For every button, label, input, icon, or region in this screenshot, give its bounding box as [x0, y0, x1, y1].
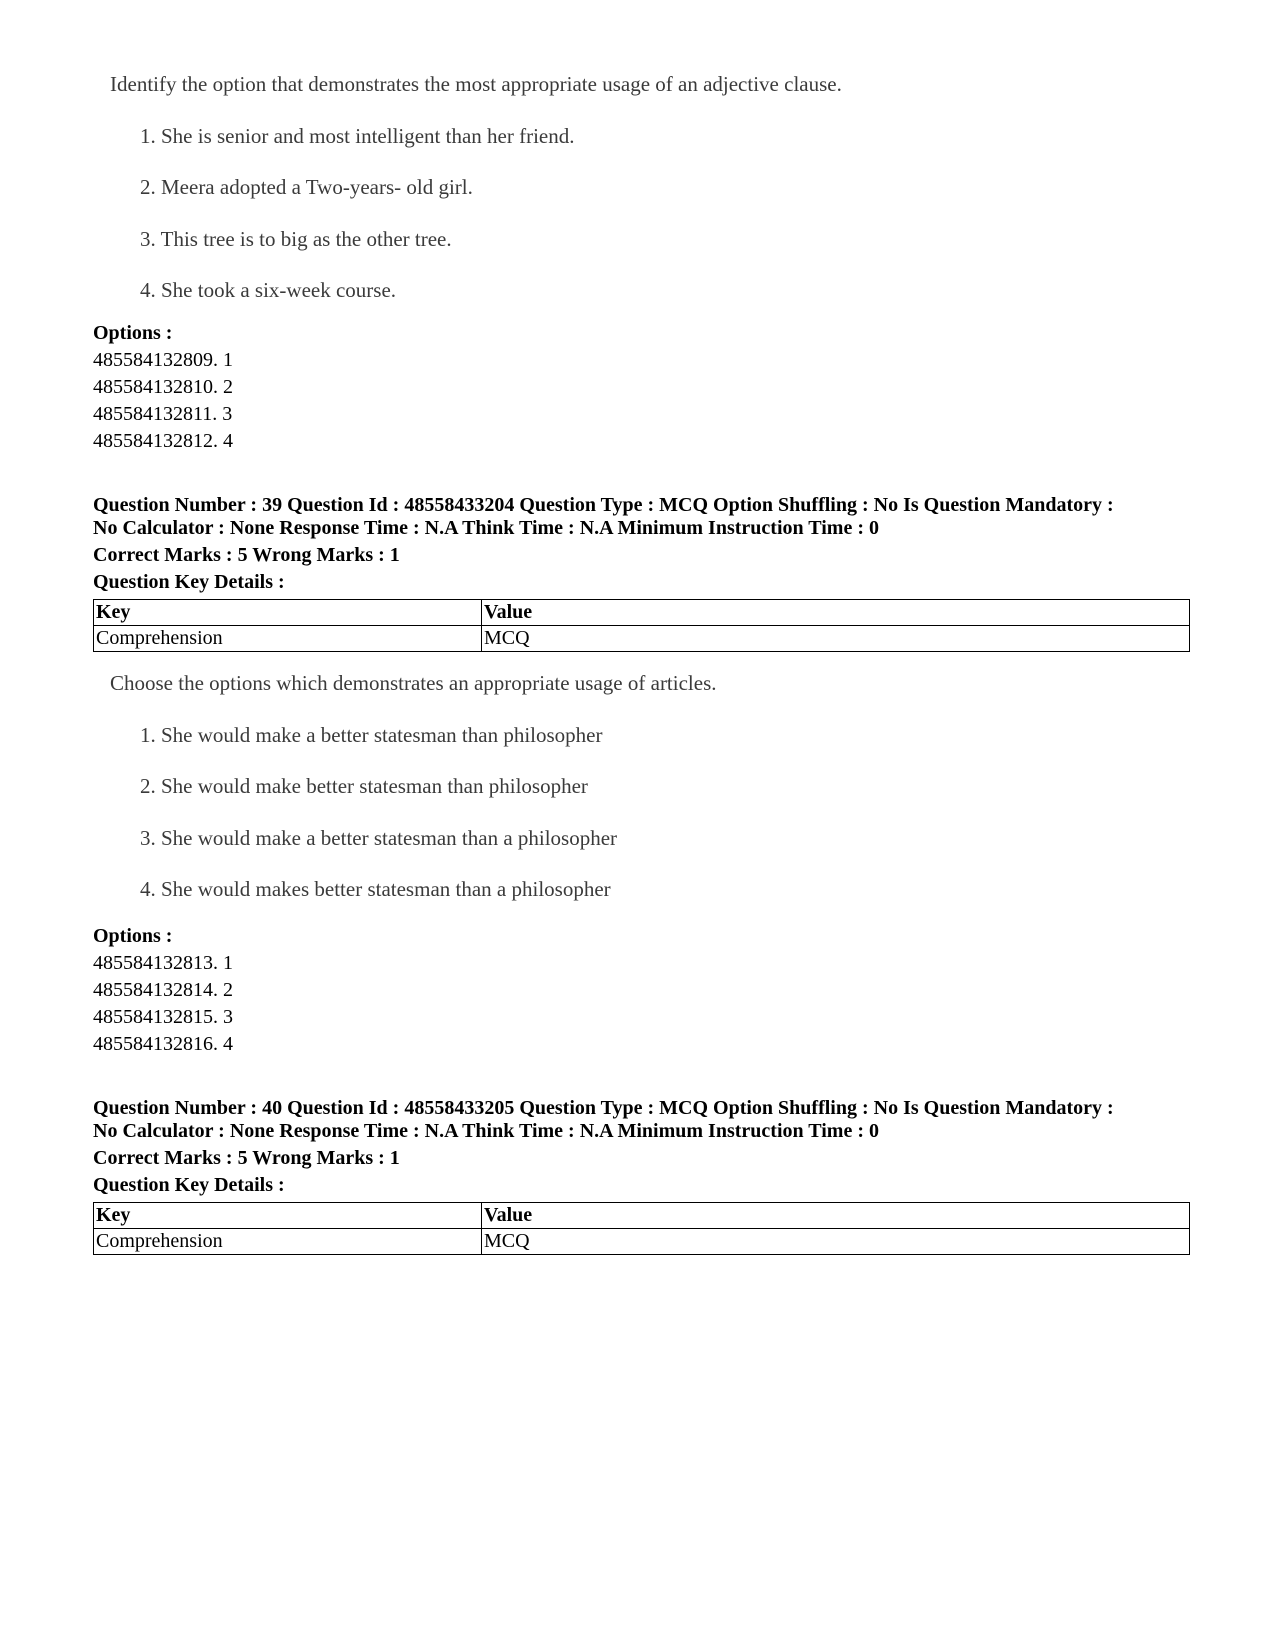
q38-choice-3: 3. This tree is to big as the other tree.	[140, 227, 452, 251]
q38-choice-4: 4. She took a six-week course.	[140, 278, 397, 302]
q39-table-header-key: Key	[94, 600, 482, 626]
q39-choice-1: 1. She would make a better statesman than philosopher	[140, 723, 603, 747]
q39-marks: Correct Marks : 5 Wrong Marks : 1	[93, 544, 400, 566]
q38-choice-2: 2. Meera adopted a Two-years- old girl.	[140, 175, 473, 199]
table-header-row	[94, 1203, 1190, 1229]
q39-option-3: 485584132815. 3	[93, 1006, 233, 1028]
q39-option-2: 485584132814. 2	[93, 979, 233, 1001]
q39-stem: Choose the options which demonstrates an appropriate usage of articles.	[110, 671, 717, 695]
q38-option-2: 485584132810. 2	[93, 376, 233, 398]
q39-options-label: Options :	[93, 925, 173, 947]
q38-choice-1: 1. She is senior and most intelligent than her friend.	[140, 124, 575, 148]
q40-meta	[93, 1097, 1203, 1143]
q40-table-key: Comprehension	[94, 1229, 482, 1255]
table-row	[94, 1229, 1190, 1255]
q38-stem: Identify the option that demonstrates the most appropriate usage of an adjective clause.	[110, 72, 842, 96]
q40-key-table	[93, 1202, 1190, 1255]
q39-table-value: MCQ	[482, 626, 1190, 652]
q39-meta	[93, 494, 1203, 540]
q38-options-label: Options :	[93, 322, 173, 344]
q39-choice-2: 2. She would make better statesman than philosopher	[140, 774, 588, 798]
q40-table-header-key: Key	[94, 1203, 482, 1229]
q40-marks: Correct Marks : 5 Wrong Marks : 1	[93, 1147, 400, 1169]
table-row	[94, 626, 1190, 652]
table-header-row	[94, 600, 1190, 626]
q39-meta-line1: Question Number : 39 Question Id : 48558433204 Question Type : MCQ Option Shuffling : No Is Question Mandatory :	[93, 494, 1114, 516]
q39-choice-3: 3. She would make a better statesman than a philosopher	[140, 826, 618, 850]
q38-option-4: 485584132812. 4	[93, 430, 233, 452]
q40-meta-line2: No Calculator : None Response Time : N.A Think Time : N.A Minimum Instruction Time : 0	[93, 1120, 879, 1142]
q40-meta-line1: Question Number : 40 Question Id : 48558433205 Question Type : MCQ Option Shuffling : No Is Question Mandatory :	[93, 1097, 1114, 1119]
q39-meta-line2: No Calculator : None Response Time : N.A Think Time : N.A Minimum Instruction Time : 0	[93, 517, 879, 539]
q38-option-1: 485584132809. 1	[93, 349, 233, 371]
q40-table-value: MCQ	[482, 1229, 1190, 1255]
q38-option-3: 485584132811. 3	[93, 403, 233, 425]
q39-option-1: 485584132813. 1	[93, 952, 233, 974]
q39-table-key: Comprehension	[94, 626, 482, 652]
q39-key-details-label: Question Key Details :	[93, 571, 285, 593]
q39-key-table	[93, 599, 1190, 652]
q39-table-header-value: Value	[482, 600, 1190, 626]
q39-choice-4: 4. She would makes better statesman than a philosopher	[140, 877, 611, 901]
q40-key-details-label: Question Key Details :	[93, 1174, 285, 1196]
q40-table-header-value: Value	[482, 1203, 1190, 1229]
q39-option-4: 485584132816. 4	[93, 1033, 233, 1055]
